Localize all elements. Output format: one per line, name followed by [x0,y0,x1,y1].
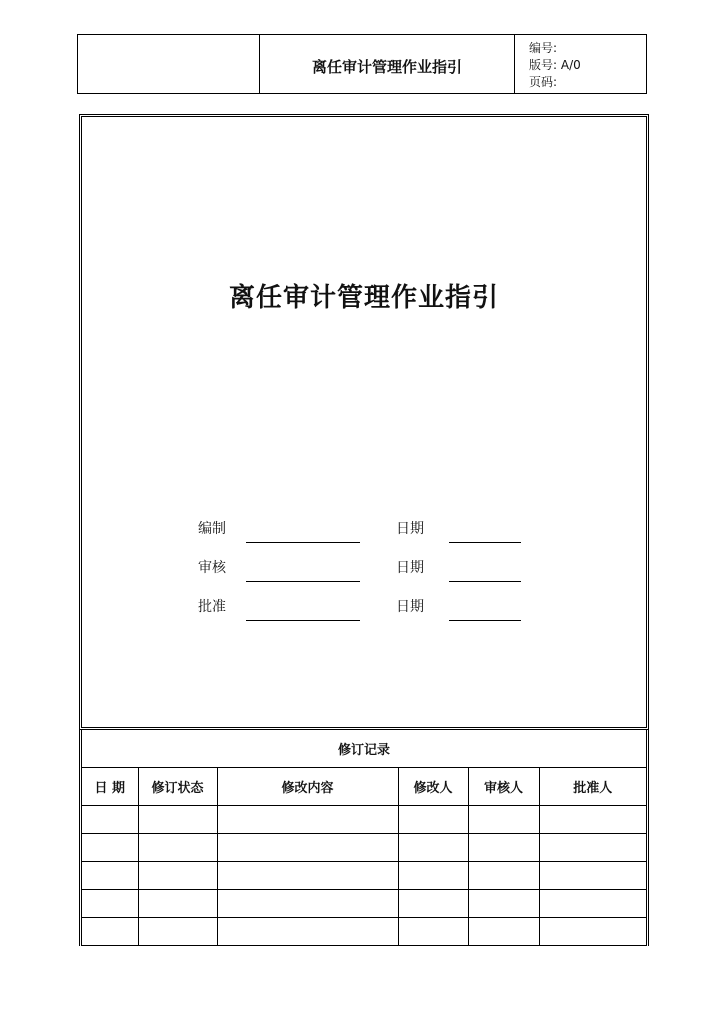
signoff-label: 审核 [198,560,226,576]
table-cell[interactable] [82,862,138,890]
table-cell[interactable] [217,862,398,890]
date-line[interactable] [449,620,521,621]
table-cell[interactable] [539,890,646,918]
table-cell[interactable] [82,834,138,862]
date-label: 日期 [396,599,424,615]
date-label: 日期 [396,560,424,576]
table-cell[interactable] [539,862,646,890]
signature-line[interactable] [246,620,360,621]
col-approver: 批准人 [539,768,646,806]
header-meta [515,35,646,93]
table-cell[interactable] [468,890,539,918]
table-cell[interactable] [217,806,398,834]
signoff-label: 编制 [198,521,226,537]
date-label: 日期 [396,521,424,537]
table-cell[interactable] [398,806,468,834]
col-content: 修改内容 [217,768,398,806]
header-logo-cell [78,35,260,93]
signature-line[interactable] [246,581,360,582]
col-date: 日 期 [82,768,138,806]
table-cell[interactable] [138,862,217,890]
table-cell[interactable] [138,834,217,862]
table-cell[interactable] [217,834,398,862]
revision-table [79,729,649,946]
signoff-row-reviewed [198,557,528,597]
signoff-label: 批准 [198,599,226,615]
table-cell[interactable] [138,890,217,918]
table-cell[interactable] [217,918,398,946]
table-cell[interactable] [82,890,138,918]
cover-frame [79,114,649,730]
header-number: 编号: [529,41,558,55]
table-cell[interactable] [138,918,217,946]
table-cell[interactable] [468,834,539,862]
table-cell[interactable] [398,834,468,862]
document-title: 离任审计管理作业指引 [228,283,499,313]
table-row [82,918,646,946]
table-row [82,862,646,890]
col-modifier: 修改人 [398,768,468,806]
table-cell[interactable] [398,918,468,946]
col-status: 修订状态 [138,768,217,806]
document-header [77,34,647,94]
table-cell[interactable] [468,918,539,946]
table-cell[interactable] [138,806,217,834]
table-cell[interactable] [539,806,646,834]
table-row [82,806,646,834]
col-reviewer: 审核人 [468,768,539,806]
table-cell[interactable] [82,918,138,946]
date-line[interactable] [449,581,521,582]
table-cell[interactable] [398,862,468,890]
date-line[interactable] [449,542,521,543]
table-row [82,890,646,918]
header-page: 页码: [529,75,558,89]
header-version: 版号: A/0 [529,58,581,72]
signoff-row-approved [198,596,528,636]
table-cell[interactable] [217,890,398,918]
table-cell[interactable] [82,806,138,834]
table-cell[interactable] [539,834,646,862]
table-cell[interactable] [398,890,468,918]
signoff-row-prepared [198,518,528,558]
table-cell[interactable] [539,918,646,946]
signature-line[interactable] [246,542,360,543]
table-cell[interactable] [468,862,539,890]
header-title: 离任审计管理作业指引 [260,35,515,93]
table-cell[interactable] [468,806,539,834]
revision-caption: 修订记录 [82,729,646,768]
table-row [82,834,646,862]
